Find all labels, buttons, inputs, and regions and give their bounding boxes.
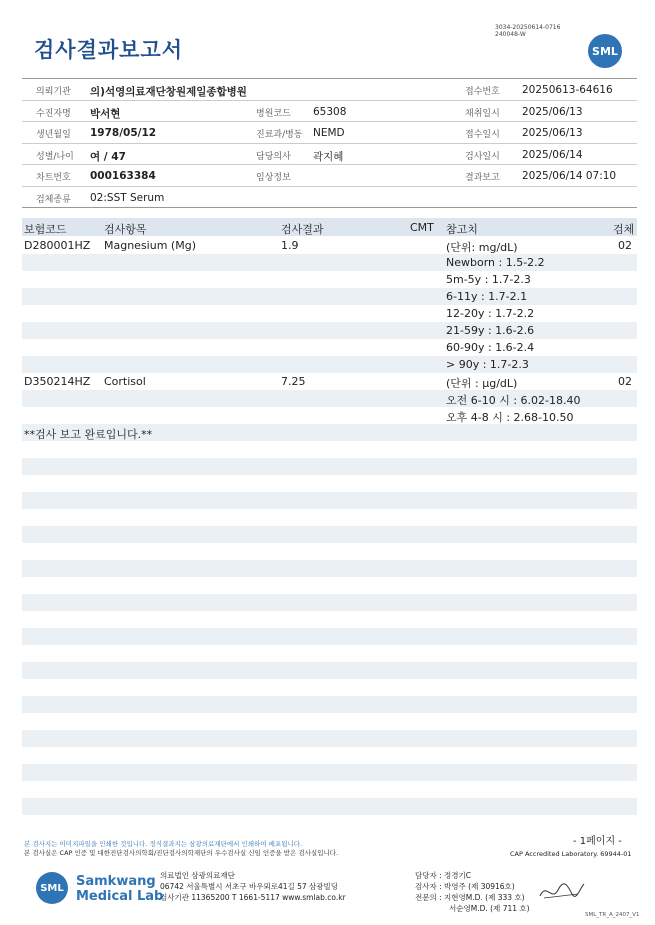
- header-code: 보험코드: [24, 223, 67, 236]
- table-row: [22, 271, 637, 288]
- clinical-label: 임상정보: [256, 173, 291, 183]
- dept-value: NEMD: [313, 127, 345, 139]
- signer-contact: 담당자 : 정경기C: [415, 871, 472, 880]
- doctor-label: 담당의사: [256, 151, 291, 162]
- receipt-no-value: 20250613-64616: [522, 84, 613, 96]
- header-result: 검사결과: [281, 223, 324, 236]
- lab-address: [160, 870, 346, 903]
- dept-label: 진료과/병동: [256, 130, 303, 140]
- info-row-chart: [22, 165, 637, 187]
- test-date-label: 검사일시: [465, 151, 500, 162]
- cell-ref: 21-59y : 1.6-2.6: [446, 324, 535, 337]
- empty-row: [22, 798, 637, 815]
- cell-ref: > 90y : 1.7-2.3: [446, 358, 529, 371]
- patient-label: 수진자명: [36, 108, 71, 119]
- test-date-value: 2025/06/14: [522, 148, 583, 161]
- receive-value: 2025/06/13: [522, 127, 583, 139]
- table-row: [22, 305, 637, 322]
- contact-line: 검사기관 11365200 T 1661-5117 www.smlab.co.kr: [160, 893, 346, 902]
- sex-value: 여 / 47: [90, 150, 126, 163]
- lab-name-line1: Samkwang: [76, 874, 156, 889]
- form-code: SML_TR_A_2407_V1: [585, 912, 640, 918]
- specimen-label: 검체종류: [36, 194, 71, 205]
- empty-row: [22, 458, 637, 475]
- receipt-no-label: 접수번호: [465, 87, 500, 97]
- table-row: [22, 356, 637, 373]
- notice-line2: 본 검사실은 CAP 인증 및 대한진단검사의학회/진단검사의학재단의 우수검사실 신임 인증을 받은 검사실입니다.: [24, 849, 339, 857]
- table-row: [22, 322, 637, 339]
- cell-result: 1.9: [281, 239, 299, 252]
- page-number: - 1페이지 -: [573, 836, 622, 847]
- receive-label: 접수일시: [465, 130, 500, 140]
- signers: [415, 870, 530, 914]
- empty-row: [22, 594, 637, 611]
- address-line: 06742 서울특별시 서초구 바우뫼로41길 57 삼광빌딩: [160, 882, 339, 891]
- table-row: [22, 407, 637, 424]
- completion-row: [22, 424, 637, 441]
- document-id-line2: 240048-W: [495, 31, 526, 38]
- empty-row: [22, 628, 637, 645]
- header-ref: 참고치: [446, 223, 478, 236]
- institution-value: 의)석영의료재단창원제일종합병원: [90, 86, 247, 98]
- signature-image: [538, 878, 586, 904]
- header-item: 검사항목: [104, 223, 147, 236]
- patient-info-section: [22, 78, 637, 208]
- cell-item: Magnesium (Mg): [104, 239, 196, 252]
- cell-code: D350214HZ: [24, 375, 91, 388]
- document-id: [495, 24, 560, 38]
- table-row: [22, 237, 637, 254]
- info-row-institution: [22, 79, 637, 101]
- table-row: [22, 373, 637, 390]
- collect-label: 채취일시: [465, 108, 500, 119]
- cell-ref: 오후 4-8 시 : 2.68-10.50: [446, 411, 574, 424]
- completion-text: **검사 보고 완료입니다.**: [24, 428, 153, 441]
- cell-ref: (단위 : μg/dL): [446, 377, 518, 390]
- signer-specialist-1: 전문의 : 지현영M.D. (제 333 호): [415, 893, 525, 902]
- cell-ref: 6-11y : 1.7-2.1: [446, 290, 528, 303]
- table-row: [22, 288, 637, 305]
- report-value: 2025/06/14 07:10: [522, 170, 617, 182]
- empty-row: [22, 730, 637, 747]
- empty-row: [22, 560, 637, 577]
- chart-value: 000163384: [90, 170, 156, 182]
- birth-value: 1978/05/12: [90, 127, 157, 139]
- report-label: 결과보고: [465, 173, 500, 183]
- cell-ref: 오전 6-10 시 : 6.02-18.40: [446, 394, 581, 407]
- document-id-line1: 3034-20250614-0716: [495, 24, 561, 31]
- cell-ref: 5m-5y : 1.7-2.3: [446, 273, 531, 286]
- cell-ref: Newborn : 1.5-2.2: [446, 256, 545, 269]
- institution-label: 의뢰기관: [36, 87, 71, 97]
- empty-row: [22, 696, 637, 713]
- table-row: [22, 390, 637, 407]
- cell-spec: 02: [618, 375, 632, 388]
- specimen-value: 02:SST Serum: [90, 191, 165, 204]
- lab-name: [76, 874, 163, 904]
- cell-ref: 60-90y : 1.6-2.4: [446, 341, 535, 354]
- info-row-sex: [22, 144, 637, 166]
- cell-item: Cortisol: [104, 375, 146, 388]
- lab-name-line2: Medical Lab: [76, 889, 164, 904]
- cell-spec: 02: [618, 239, 632, 252]
- notice-line1: 본 검사지는 이미지파일을 인쇄한 것입니다. 정식결과지는 삼광의료재단에서 인쇄하여 배포됩니다.: [24, 840, 303, 848]
- hospital-code-label: 병원코드: [256, 108, 291, 119]
- empty-row: [22, 526, 637, 543]
- cell-ref: (단위: mg/dL): [446, 241, 518, 254]
- hospital-code-value: 65308: [313, 105, 347, 118]
- collect-value: 2025/06/13: [522, 105, 583, 118]
- table-row: [22, 339, 637, 356]
- cell-ref: 12-20y : 1.7-2.2: [446, 307, 535, 320]
- foundation-name: 의료법인 삼광의료재단: [160, 871, 235, 880]
- report-title: 검사결과보고서: [34, 38, 184, 62]
- table-row: [22, 254, 637, 271]
- doctor-value: 곽지혜: [313, 150, 344, 163]
- info-row-patient: [22, 101, 637, 123]
- header-spec: 검체: [613, 223, 635, 236]
- empty-row: [22, 662, 637, 679]
- header-cmt: CMT: [410, 221, 434, 234]
- sml-logo: SML: [588, 34, 622, 68]
- info-row-specimen: [22, 187, 637, 209]
- empty-row: [22, 492, 637, 509]
- sex-label: 성별/나이: [36, 151, 74, 162]
- signer-tester: 검사자 : 박영주 (제 30916호): [415, 882, 515, 891]
- info-row-birth: [22, 122, 637, 144]
- chart-label: 차트번호: [36, 173, 71, 183]
- footer-sml-logo: SML: [36, 872, 68, 904]
- cell-code: D280001HZ: [24, 239, 91, 252]
- patient-value: 박서현: [90, 107, 121, 120]
- notice: [24, 840, 338, 858]
- birth-label: 생년월일: [36, 130, 71, 140]
- cap-accreditation: CAP Accredited Laboratory. 69944-01: [510, 850, 632, 858]
- results-table-header: [22, 218, 637, 236]
- empty-row: [22, 764, 637, 781]
- cell-result: 7.25: [281, 375, 306, 388]
- signer-specialist-2: 서순영M.D. (제 711 호): [449, 904, 530, 913]
